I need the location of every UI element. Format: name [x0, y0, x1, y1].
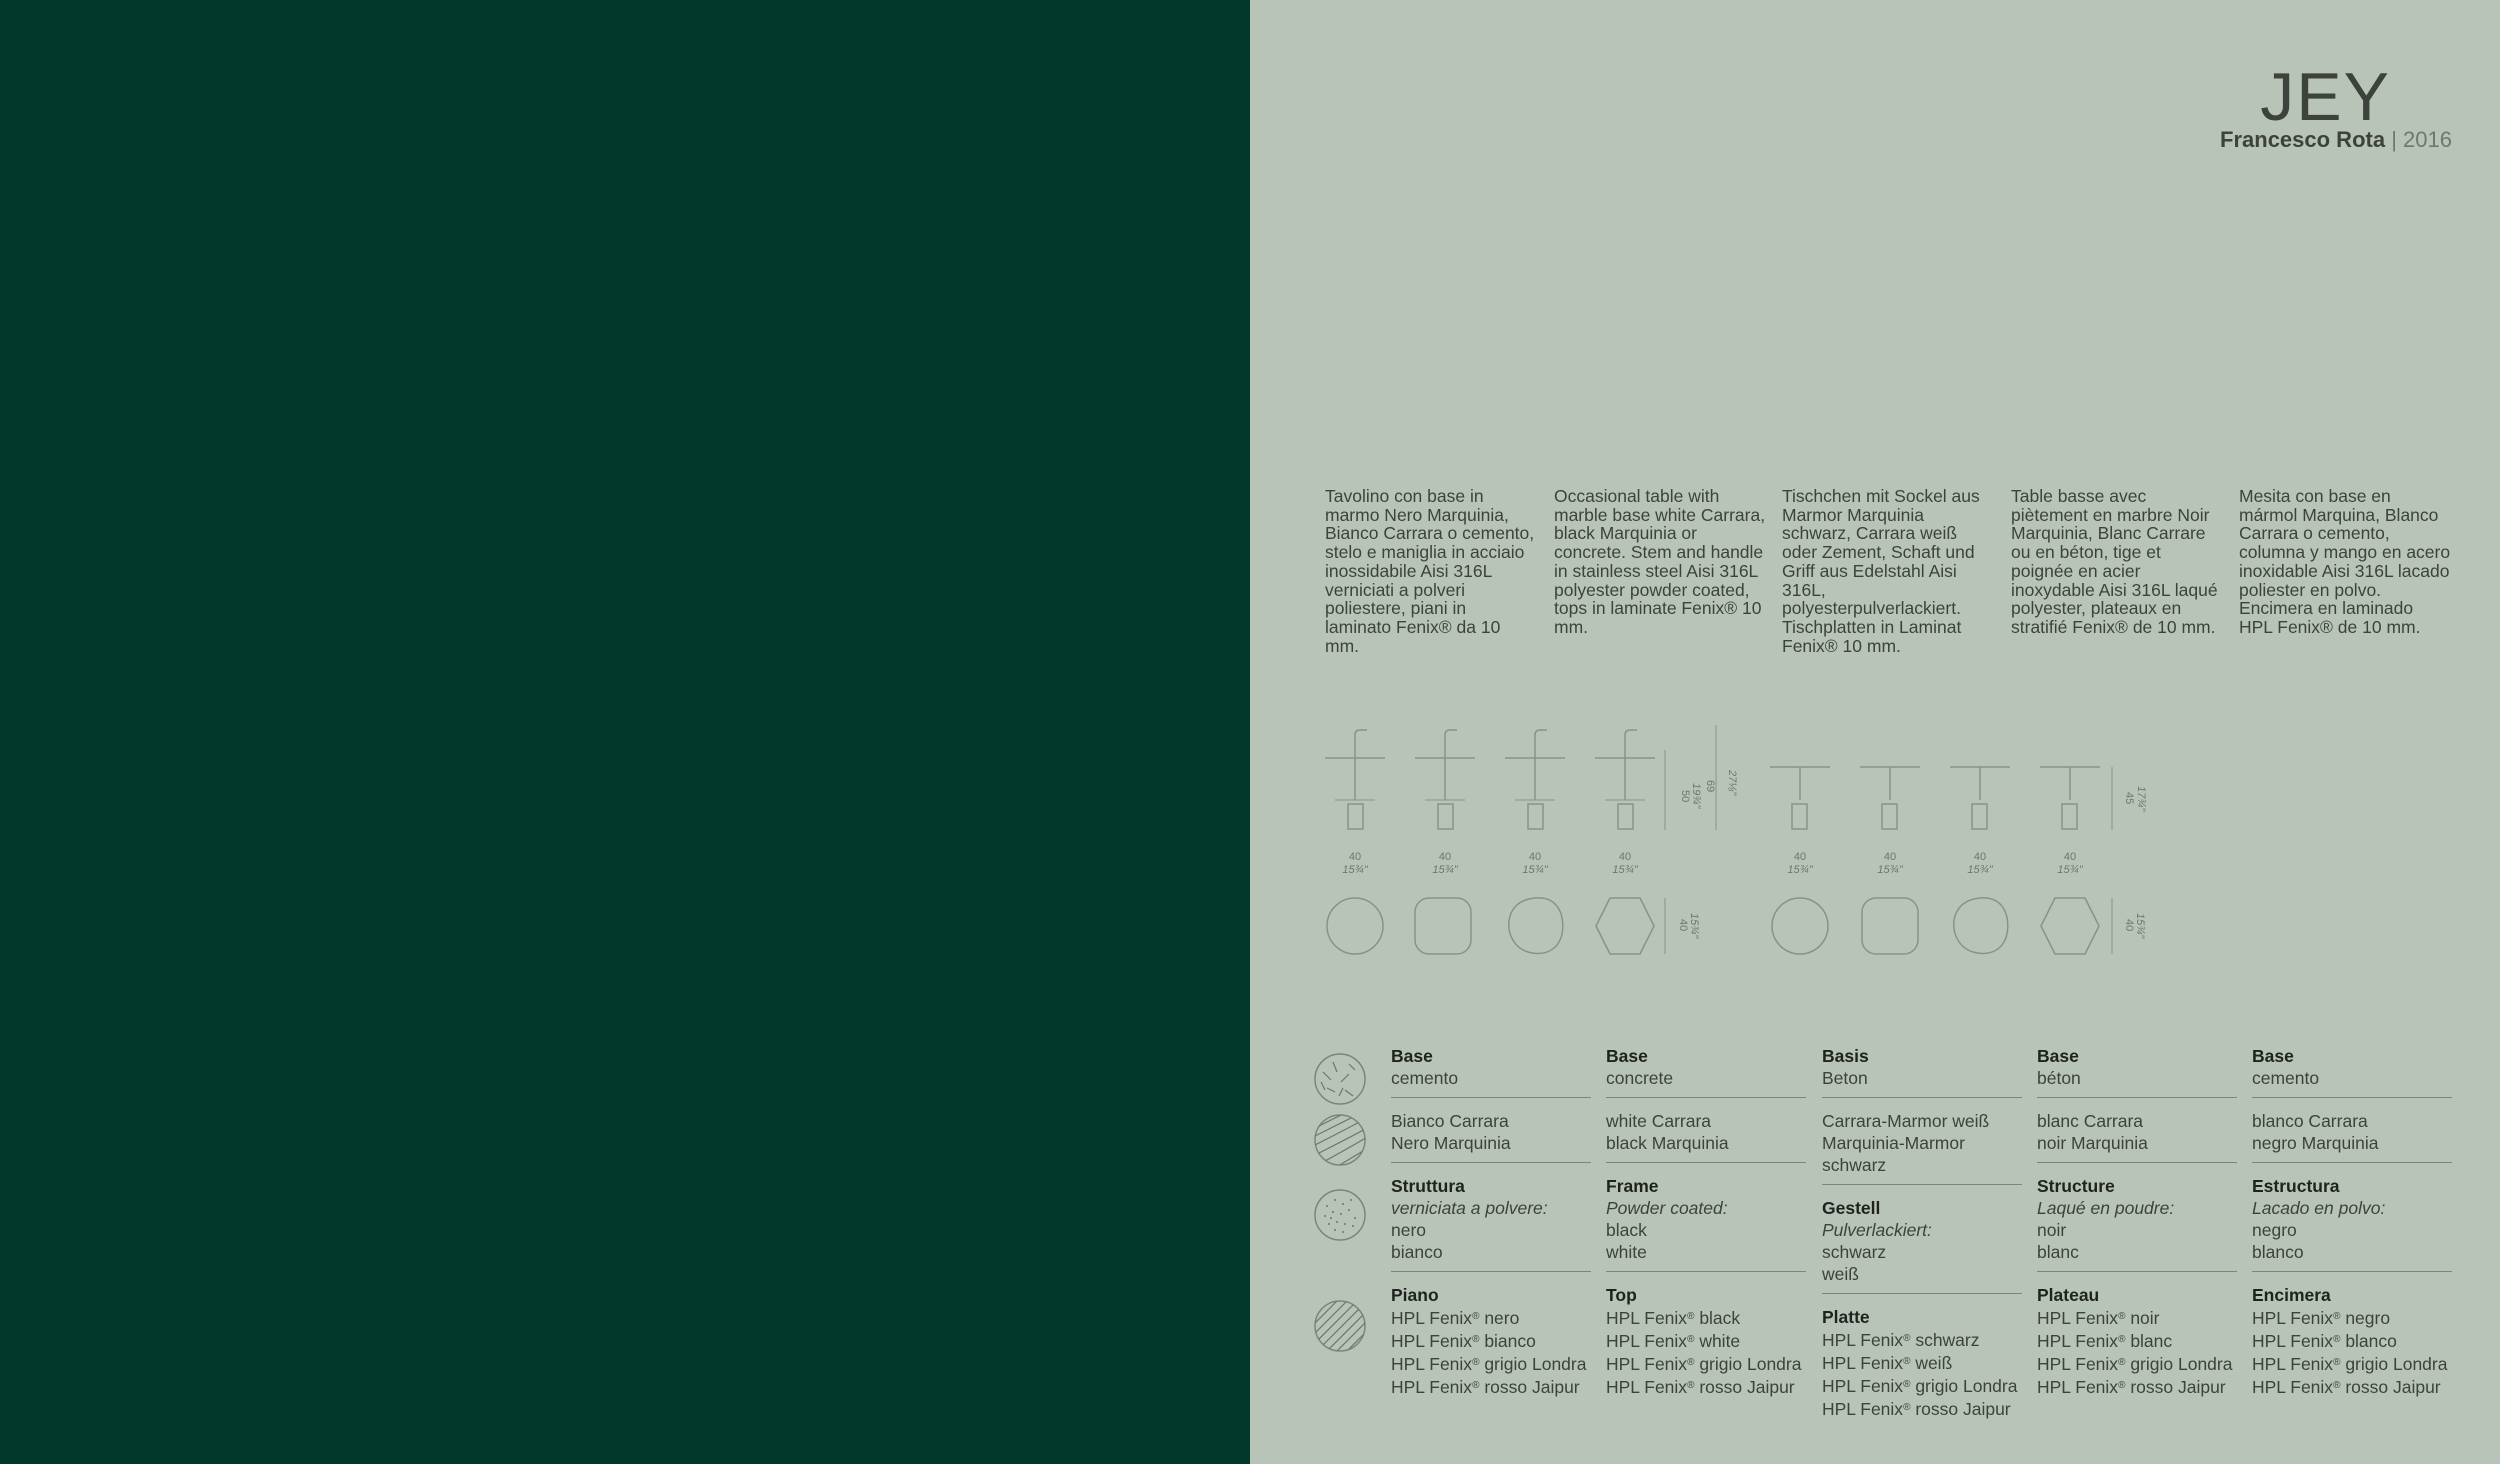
- top-option: HPL Fenix® grigio Londra: [2252, 1354, 2448, 1374]
- table-with-handle-1: [1325, 730, 1385, 829]
- top-view-hexagon: [1596, 898, 1654, 954]
- top-option: HPL Fenix® rosso Jaipur: [1391, 1377, 1580, 1397]
- technical-drawing: [1320, 720, 2150, 975]
- top-option: HPL Fenix® grigio Londra: [1606, 1354, 1802, 1374]
- total-height-label-inch: 27⅛": [1726, 770, 1738, 796]
- frame-finish: Lacado en polvo:: [2252, 1198, 2386, 1218]
- width-label-inch: 15¾": [1967, 864, 1993, 876]
- frame-heading: Structure: [2037, 1176, 2115, 1196]
- marble-option: blanc Carrara: [2037, 1111, 2144, 1131]
- marble-option: black Marquinia: [1606, 1133, 1729, 1153]
- total-height-label: 69: [1704, 780, 1716, 793]
- frame-finish: Pulverlackiert:: [1822, 1220, 1932, 1240]
- width-label: 40: [1793, 851, 1807, 863]
- width-label: 40: [1348, 851, 1362, 863]
- top-option: HPL Fenix® blanco: [2252, 1331, 2397, 1351]
- table-with-handle-4: [1595, 730, 1655, 829]
- depth-label: 40: [1677, 919, 1689, 932]
- frame-color: white: [1606, 1242, 1647, 1262]
- marble-option: Carrara-Marmor weiß: [1822, 1111, 1990, 1131]
- handle-height-label: 50: [1679, 790, 1691, 803]
- top-view-round-low: [1772, 898, 1828, 954]
- frame-heading: Frame: [1606, 1176, 1659, 1196]
- top-heading: Top: [1606, 1285, 1637, 1305]
- frame-finish: Powder coated:: [1606, 1198, 1728, 1218]
- top-heading: Encimera: [2252, 1285, 2331, 1305]
- concrete-option: cemento: [2252, 1068, 2320, 1088]
- concrete-option: Beton: [1822, 1068, 1868, 1088]
- low-table-3: [1950, 767, 2010, 829]
- low-table-1: [1770, 767, 1830, 829]
- frame-color: blanc: [2037, 1242, 2079, 1262]
- handle-height-label-inch: 19¾": [1690, 783, 1702, 809]
- base-heading: Base: [2037, 1046, 2079, 1066]
- frame-color: blanco: [2252, 1242, 2304, 1262]
- marble-option: blanco Carrara: [2252, 1111, 2368, 1131]
- top-view-hexagon-low: [2041, 898, 2099, 954]
- top-option: HPL Fenix® rosso Jaipur: [2252, 1377, 2441, 1397]
- low-height-label-inch: 17¾": [2135, 786, 2147, 812]
- marble-option: Marquinia-Marmor schwarz: [1822, 1133, 1965, 1175]
- table-with-handle-2: [1415, 730, 1475, 829]
- width-label-inch: 15¾": [1612, 864, 1638, 876]
- low-table-4: [2040, 767, 2100, 829]
- frame-heading: Gestell: [1822, 1198, 1881, 1218]
- width-label: 40: [2063, 851, 2077, 863]
- base-heading: Base: [1391, 1046, 1433, 1066]
- frame-finish: verniciata a polvere:: [1391, 1198, 1548, 1218]
- frame-color: bianco: [1391, 1242, 1443, 1262]
- top-option: HPL Fenix® rosso Jaipur: [1822, 1399, 2011, 1419]
- frame-color: nero: [1391, 1220, 1427, 1240]
- laminate-swatch: [1313, 1299, 1367, 1353]
- materials-column-french: [2037, 1045, 2237, 1418]
- top-heading: Platte: [1822, 1307, 1870, 1327]
- top-option: HPL Fenix® negro: [2252, 1308, 2391, 1328]
- design-year: 2016: [2403, 127, 2452, 152]
- frame-finish: Laqué en poudre:: [2037, 1198, 2175, 1218]
- materials-column-german: [1822, 1045, 2022, 1440]
- base-heading: Basis: [1822, 1046, 1869, 1066]
- top-option: HPL Fenix® white: [1606, 1331, 1741, 1351]
- top-view-square: [1415, 898, 1471, 954]
- base-heading: Base: [2252, 1046, 2294, 1066]
- width-label: 40: [1438, 851, 1452, 863]
- marble-option: negro Marquinia: [2252, 1133, 2379, 1153]
- top-option: HPL Fenix® grigio Londra: [1822, 1376, 2018, 1396]
- description-french: Table basse avec piètement en marbre Noir Marquinia, Blanc Carrare ou en béton, tige et poignée en acier inoxydable Aisi 316L laqué polyester, plateaux en stratifié Fenix® de 10 mm.: [2011, 486, 2218, 637]
- marble-option: Bianco Carrara: [1391, 1111, 1509, 1131]
- width-label: 40: [1883, 851, 1897, 863]
- width-label: 40: [1618, 851, 1632, 863]
- top-option: HPL Fenix® weiß: [1822, 1353, 1953, 1373]
- concrete-option: béton: [2037, 1068, 2081, 1088]
- description-italian: Tavolino con base in marmo Nero Marquinia, Bianco Carrara o cemento, stelo e maniglia in acciaio inossidabile Aisi 316L verniciati a polveri poliestere, piani in laminato Fenix® da 10 mm.: [1325, 486, 1535, 656]
- width-label-inch: 15¾": [1787, 864, 1813, 876]
- top-option: HPL Fenix® black: [1606, 1308, 1741, 1328]
- marble-option: Nero Marquinia: [1391, 1133, 1511, 1153]
- frame-color: noir: [2037, 1220, 2067, 1240]
- top-option: HPL Fenix® grigio Londra: [1391, 1354, 1587, 1374]
- width-label-inch: 15¾": [1877, 864, 1903, 876]
- concrete-option: concrete: [1606, 1068, 1674, 1088]
- concrete-swatch: [1313, 1052, 1367, 1106]
- designer-line: [2220, 127, 2452, 153]
- frame-color: schwarz: [1822, 1242, 1887, 1262]
- materials-column-english: [1606, 1045, 1806, 1418]
- top-option: HPL Fenix® rosso Jaipur: [1606, 1377, 1795, 1397]
- top-heading: Piano: [1391, 1285, 1439, 1305]
- depth-label: 40: [2123, 919, 2135, 932]
- top-option: HPL Fenix® bianco: [1391, 1331, 1536, 1351]
- width-label-inch: 15¾": [2057, 864, 2083, 876]
- marble-option: white Carrara: [1606, 1111, 1712, 1131]
- width-label-inch: 15¾": [1432, 864, 1458, 876]
- separator: |: [2391, 127, 2397, 152]
- top-view-organic: [1509, 898, 1563, 954]
- materials-column-spanish: [2252, 1045, 2452, 1418]
- frame-heading: Struttura: [1391, 1176, 1465, 1196]
- top-option: HPL Fenix® rosso Jaipur: [2037, 1377, 2226, 1397]
- top-view-organic-low: [1954, 898, 2008, 954]
- concrete-option: cemento: [1391, 1068, 1459, 1088]
- dimension-drawing: [1320, 720, 2150, 970]
- low-height-label: 45: [2123, 792, 2135, 805]
- base-heading: Base: [1606, 1046, 1648, 1066]
- marble-option: noir Marquinia: [2037, 1133, 2148, 1153]
- table-with-handle-3: [1505, 730, 1565, 829]
- designer-name: Francesco Rota: [2220, 127, 2386, 152]
- depth-label-inch: 15¾": [1688, 913, 1700, 939]
- description-german: Tischchen mit Sockel aus Marmor Marquinia schwarz, Carrara weiß oder Zement, Schaft und Griff aus Edelstahl Aisi 316L, polyesterpulverlackiert. Tischplatten in Laminat Fenix® 10 mm.: [1782, 486, 1980, 656]
- top-heading: Plateau: [2037, 1285, 2100, 1305]
- width-label: 40: [1973, 851, 1987, 863]
- top-view-square-low: [1862, 898, 1918, 954]
- top-option: HPL Fenix® grigio Londra: [2037, 1354, 2233, 1374]
- width-label-inch: 15¾": [1342, 864, 1368, 876]
- frame-color: weiß: [1822, 1264, 1859, 1284]
- top-option: HPL Fenix® nero: [1391, 1308, 1520, 1328]
- top-option: HPL Fenix® noir: [2037, 1308, 2160, 1328]
- powder-coat-swatch: [1313, 1188, 1367, 1242]
- top-option: HPL Fenix® blanc: [2037, 1331, 2173, 1351]
- materials-column-italian: [1391, 1045, 1591, 1418]
- marble-swatch: [1313, 1113, 1367, 1167]
- depth-label-inch: 15¾": [2134, 913, 2146, 939]
- description-english: Occasional table with marble base white Carrara, black Marquinia or concrete. Stem and handle in stainless steel Aisi 316L polyester powder coated, tops in laminate Fenix® 10 mm.: [1554, 486, 1766, 637]
- low-table-2: [1860, 767, 1920, 829]
- frame-color: negro: [2252, 1220, 2297, 1240]
- width-label-inch: 15¾": [1522, 864, 1548, 876]
- frame-heading: Estructura: [2252, 1176, 2340, 1196]
- top-view-round: [1327, 898, 1383, 954]
- top-option: HPL Fenix® schwarz: [1822, 1330, 1980, 1350]
- description-spanish: Mesita con base en mármol Marquina, Blanco Carrara o cemento, columna y mango en acero inoxidable Aisi 316L lacado poliester en polvo. Encimera en laminado HPL Fenix® de 10 mm.: [2239, 486, 2451, 637]
- frame-color: black: [1606, 1220, 1647, 1240]
- width-label: 40: [1528, 851, 1542, 863]
- product-name: JEY: [2260, 59, 2391, 135]
